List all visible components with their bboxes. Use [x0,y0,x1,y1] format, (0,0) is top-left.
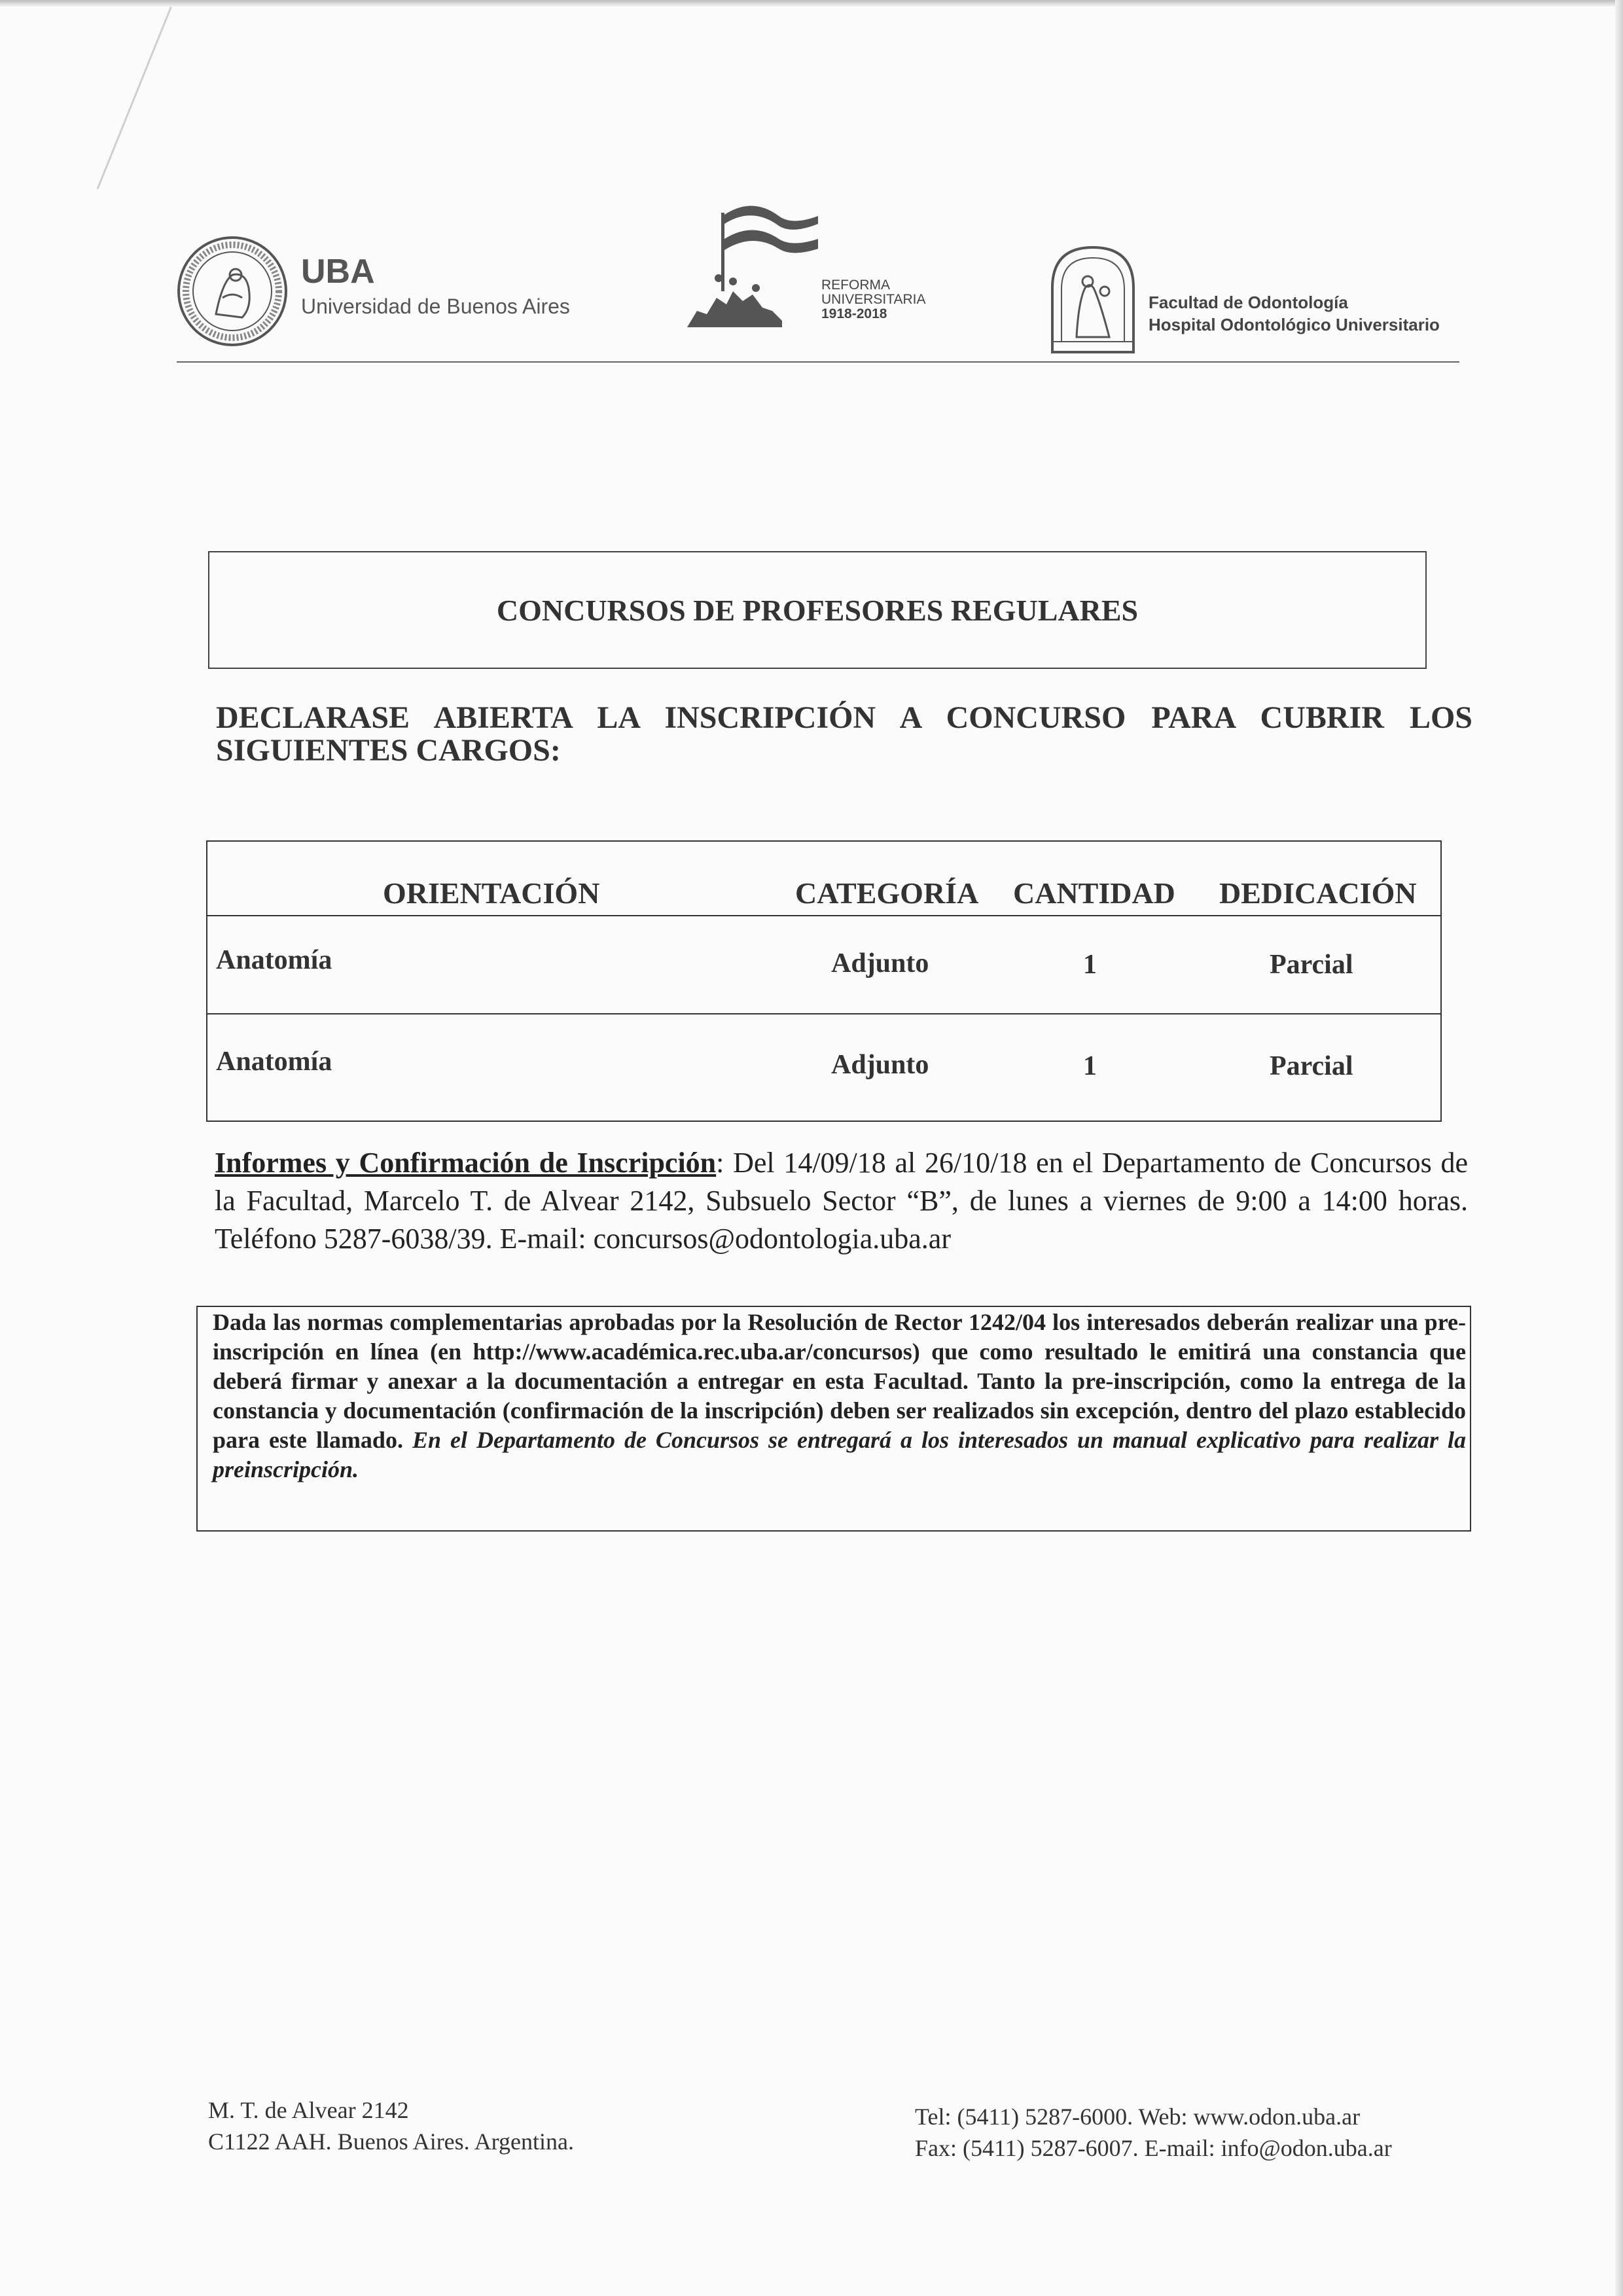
uba-seal-icon [177,236,288,347]
odontologia-seal-icon [1047,242,1139,353]
informes-label: Informes y Confirmación de Inscripción [215,1147,717,1179]
informes-paragraph [215,1144,1468,1258]
column-header-dedicacion: DEDICACIÓN [1219,876,1417,910]
reforma-years: 1918-2018 [821,306,887,321]
reforma-flag-icon [687,190,831,327]
cell-orientacion: Anatomía [216,945,332,975]
faculty-line2: Hospital Odontológico Universitario [1149,315,1440,334]
declaration: DECLARASE ABIERTA LA INSCRIPCIÓN A CONCURSO PARA CUBRIR LOS SIGUIENTES CARGOS: [216,700,1472,768]
footer-address [208,2094,574,2157]
reforma-text [821,278,925,321]
informes-text: : Del 14/09/18 al 26/10/18 en el Departamento de Concursos de la Facultad, Marcelo T. de Alvear 2142, Subsuelo Sector “B”, de lunes a viernes de 9:00 a 14:00 horas. Teléfono 5287-6038/39. E-mail: concursos@odontologia.uba.ar [215,1147,1468,1255]
cell-orientacion: Anatomía [216,1047,332,1077]
cell-cantidad: 1 [1083,1051,1097,1081]
notice-paragraph [213,1308,1466,1484]
cell-categoria: Adjunto [831,948,929,978]
reforma-line1: REFORMA [821,278,890,293]
address-line1: M. T. de Alvear 2142 [208,2097,409,2123]
notice-text: Dada las normas complementarias aprobadas por la Resolución de Rector 1242/04 los interesados deberán realizar una pre-inscripción en línea (en http://www.académica.rec.uba.ar/concursos) que como resultado le emitirá una constancia que deberá firmar y anexar a la documentación a entregar en esta Facultad. Tanto la pre-inscripción, como la entrega de la constancia y documentación (confirmación de la inscripción) deben ser realizados sin excepción, dentro del plazo establecido para este llamado. [213,1309,1466,1453]
address-line2: C1122 AAH. Buenos Aires. Argentina. [208,2128,574,2155]
uba-subtitle: Universidad de Buenos Aires [301,295,570,318]
footer-contact [915,2101,1392,2164]
notice-italic-text: En el Departamento de Concursos se entregará a los interesados un manual explicativo para realizar la preinscripción. [213,1427,1467,1482]
faculty-line1: Facultad de Odontología [1149,293,1348,312]
cell-dedicacion: Parcial [1270,1051,1353,1081]
column-header-categoria: CATEGORÍA [795,876,979,910]
cell-dedicacion: Parcial [1270,950,1353,980]
cell-cantidad: 1 [1083,950,1097,980]
table-header-rule [206,915,1442,916]
table-row-rule [206,1013,1442,1014]
reforma-line2: UNIVERSITARIA [821,292,926,307]
scan-edge-top [0,0,1623,7]
contact-line2: Fax: (5411) 5287-6007. E-mail: info@odon.uba.ar [915,2135,1392,2161]
column-header-cantidad: CANTIDAD [1013,876,1175,910]
header-divider [177,361,1459,363]
contact-line1: Tel: (5411) 5287-6000. Web: www.odon.uba.ar [915,2104,1361,2130]
cell-categoria: Adjunto [831,1050,929,1080]
scan-edge-right [1615,0,1623,2296]
column-header-orientacion: ORIENTACIÓN [383,876,600,910]
page-title: CONCURSOS DE PROFESORES REGULARES [496,594,1139,627]
uba-title: UBA [301,253,375,291]
scan-mark [97,7,172,189]
faculty-name [1149,291,1440,336]
letterhead [177,183,1459,367]
